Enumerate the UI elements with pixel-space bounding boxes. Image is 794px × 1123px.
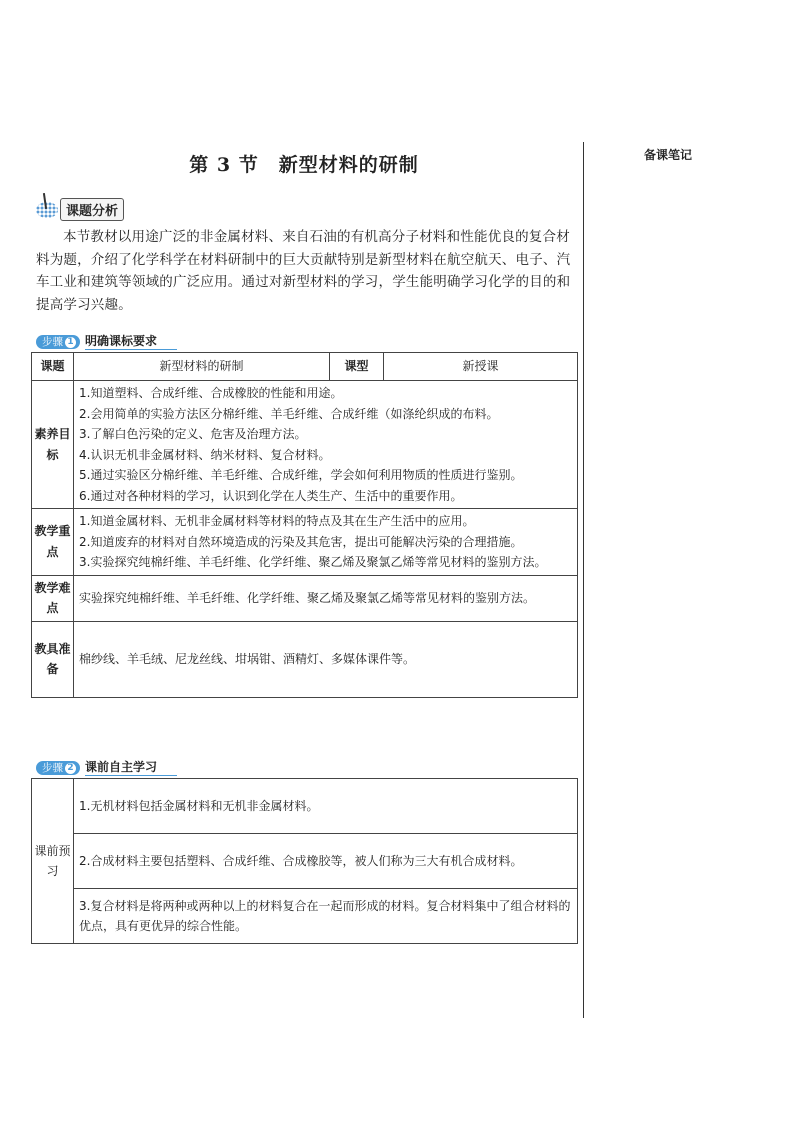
table-row	[32, 834, 578, 889]
table-row	[32, 621, 578, 697]
list-item: 1.无机材料包括金属材料和无机非金属材料。	[74, 779, 578, 834]
difficult-text: 实验探究纯棉纤维、羊毛纤维、化学纤维、聚乙烯及聚氯乙烯等常见材料的鉴别方法。	[74, 575, 578, 621]
table-row	[32, 889, 578, 944]
type-value: 新授课	[384, 353, 578, 381]
step2-badge: 步骤 2	[36, 761, 80, 775]
list-item: 5.通过实验区分棉纤维、羊毛纤维、合成纤维，学会如何利用物质的性质进行鉴别。	[79, 468, 523, 482]
table-row	[32, 575, 578, 621]
topic-label: 课题	[32, 353, 74, 381]
table-row	[32, 381, 578, 509]
table-row	[32, 779, 578, 834]
list-item: 4.认识无机非金属材料、纳米材料、复合材料。	[79, 447, 331, 462]
step1-title: 明确课标要求	[85, 334, 177, 350]
tools-label: 教具准备	[32, 621, 74, 697]
key-points-list	[74, 509, 578, 576]
type-label: 课型	[330, 353, 384, 381]
list-item: 2.知道废弃的材料对自然环境造成的污染及其危害，提出可能解决污染的合理措施。	[79, 534, 523, 549]
step1-header	[36, 334, 177, 350]
tools-text: 棉纱线、羊毛绒、尼龙丝线、坩埚钳、酒精灯、多媒体课件等。	[74, 621, 578, 697]
list-item: 1.知道塑料、合成纤维、合成橡胶的性能和用途。	[79, 386, 343, 400]
margin-divider	[583, 142, 584, 1018]
table-row	[32, 509, 578, 576]
step1-badge: 步骤 1	[36, 335, 80, 349]
list-item: 2.合成材料主要包括塑料、合成纤维、合成橡胶等，被人们称为三大有机合成材料。	[74, 834, 578, 889]
list-item: 1.知道金属材料、无机非金属材料等材料的特点及其在生产生活中的应用。	[79, 514, 475, 528]
intro-paragraph: 本节教材以用途广泛的非金属材料、来自石油的有机高分子材料和性能优良的复合材料为题，介绍了化学科学在材料研制中的巨大贡献特别是新型材料在航空航天、电子、汽车工业和建筑等领域的广泛应用。通过对新型材料的学习，学生能明确学习化学的目的和提高学习兴趣。	[36, 229, 571, 313]
list-item: 6.通过对各种材料的学习，认识到化学在人类生产、生活中的重要作用。	[79, 488, 463, 503]
table-row	[32, 353, 578, 381]
page-title: 第 3 节 新型材料的研制	[189, 154, 419, 176]
step2-header	[36, 760, 177, 776]
topic-value: 新型材料的研制	[74, 353, 330, 381]
goals-label: 素养目标	[32, 381, 74, 509]
goals-list	[74, 381, 578, 509]
list-item: 3.复合材料是将两种或两种以上的材料复合在一起而形成的材料。复合材料集中了组合材料的优点，具有更优异的综合性能。	[74, 889, 578, 944]
difficult-label: 教学难点	[32, 575, 74, 621]
key-points-label: 教学重点	[32, 509, 74, 576]
list-item: 3.了解白色污染的定义、危害及治理方法。	[79, 427, 307, 441]
section-label: 课题分析	[60, 198, 124, 221]
side-note-label: 备课笔记	[644, 148, 693, 162]
preview-label: 课前预习	[32, 779, 74, 944]
list-item: 3.实验探究纯棉纤维、羊毛纤维、化学纤维、聚乙烯及聚氯乙烯等常见材料的鉴别方法。	[79, 555, 547, 569]
objectives-table	[31, 352, 578, 698]
section-header	[36, 198, 124, 220]
preview-table	[31, 778, 578, 944]
pen-dots-icon	[36, 199, 58, 219]
list-item: 2.会用简单的实验方法区分棉纤维、羊毛纤维、合成纤维（如涤纶织成的布料。	[79, 406, 499, 421]
step2-title: 课前自主学习	[85, 760, 177, 776]
